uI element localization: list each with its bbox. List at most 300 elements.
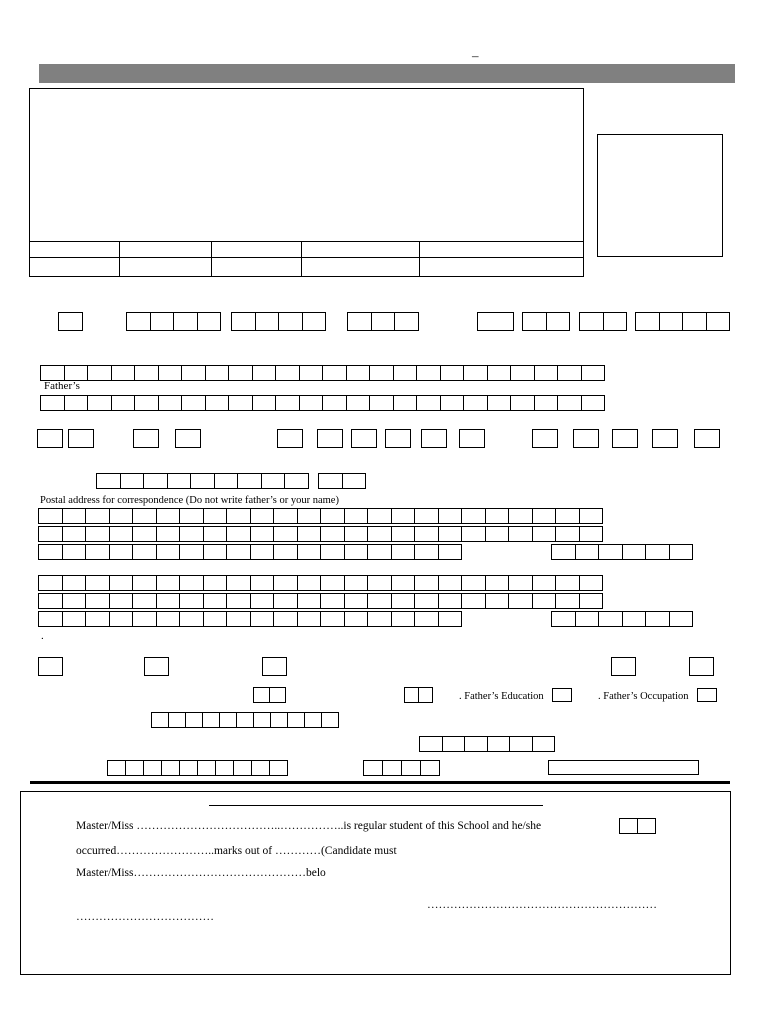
char-cell[interactable] — [344, 575, 369, 591]
char-cell[interactable] — [367, 611, 392, 627]
char-cell[interactable] — [156, 526, 181, 542]
char-cell[interactable] — [461, 508, 486, 524]
char-cell[interactable] — [579, 508, 604, 524]
check-box[interactable] — [144, 657, 169, 676]
char-cell[interactable] — [179, 760, 198, 776]
char-cell[interactable] — [555, 508, 580, 524]
fathers-name-field[interactable] — [40, 395, 604, 411]
char-cell[interactable] — [62, 575, 87, 591]
char-cell[interactable] — [299, 365, 324, 381]
char-cell[interactable] — [320, 526, 345, 542]
char-cell[interactable] — [197, 760, 216, 776]
char-cell[interactable] — [297, 611, 322, 627]
char-cell[interactable] — [233, 760, 252, 776]
char-cell[interactable] — [304, 712, 322, 728]
char-cell[interactable] — [273, 526, 298, 542]
char-cell[interactable] — [669, 544, 694, 560]
char-cell[interactable] — [391, 575, 416, 591]
char-cell[interactable] — [391, 544, 416, 560]
char-cell[interactable] — [367, 593, 392, 609]
char-cell[interactable] — [485, 508, 510, 524]
char-cell[interactable] — [134, 395, 159, 411]
char-cell[interactable] — [125, 760, 144, 776]
char-cell[interactable] — [228, 365, 253, 381]
char-cell[interactable] — [419, 736, 443, 752]
char-cell[interactable] — [250, 575, 275, 591]
char-cell[interactable] — [669, 611, 694, 627]
year-box[interactable] — [351, 429, 377, 448]
char-cell[interactable] — [401, 760, 421, 776]
char-cell[interactable] — [132, 526, 157, 542]
char-cell[interactable] — [273, 508, 298, 524]
char-cell[interactable] — [107, 760, 126, 776]
char-cell[interactable] — [109, 593, 134, 609]
char-cell[interactable] — [287, 712, 305, 728]
char-cell[interactable] — [269, 687, 286, 703]
char-cell[interactable] — [555, 575, 580, 591]
char-cell[interactable] — [318, 473, 343, 489]
char-cell[interactable] — [252, 395, 277, 411]
char-cell[interactable] — [414, 575, 439, 591]
fathers-occupation-box[interactable] — [697, 688, 717, 702]
char-cell[interactable] — [394, 312, 419, 331]
char-cell[interactable] — [132, 544, 157, 560]
char-cell[interactable] — [231, 312, 256, 331]
char-cell[interactable] — [58, 312, 83, 331]
char-cell[interactable] — [635, 312, 660, 331]
char-cell[interactable] — [62, 611, 87, 627]
char-cell[interactable] — [202, 712, 220, 728]
char-cell[interactable] — [555, 593, 580, 609]
char-cell[interactable] — [414, 544, 439, 560]
char-cell[interactable] — [261, 473, 286, 489]
char-cell[interactable] — [181, 395, 206, 411]
char-cell[interactable] — [251, 760, 270, 776]
char-cell[interactable] — [420, 760, 440, 776]
char-cell[interactable] — [622, 611, 647, 627]
char-cell[interactable] — [320, 593, 345, 609]
char-cell[interactable] — [64, 395, 89, 411]
address2-line-1[interactable] — [38, 575, 602, 591]
char-cell[interactable] — [414, 526, 439, 542]
char-cell[interactable] — [346, 365, 371, 381]
char-cell[interactable] — [532, 526, 557, 542]
char-cell[interactable] — [581, 395, 606, 411]
option-box[interactable] — [573, 429, 599, 448]
char-cell[interactable] — [391, 508, 416, 524]
char-cell[interactable] — [414, 611, 439, 627]
char-cell[interactable] — [284, 473, 309, 489]
char-cell[interactable] — [219, 712, 237, 728]
char-cell[interactable] — [534, 395, 559, 411]
char-cell[interactable] — [255, 312, 280, 331]
char-cell[interactable] — [487, 365, 512, 381]
char-cell[interactable] — [215, 760, 234, 776]
char-cell[interactable] — [659, 312, 684, 331]
char-cell[interactable] — [369, 365, 394, 381]
char-cell[interactable] — [369, 395, 394, 411]
char-cell[interactable] — [706, 312, 731, 331]
code-field-2[interactable] — [126, 312, 220, 331]
char-cell[interactable] — [203, 544, 228, 560]
char-cell[interactable] — [322, 395, 347, 411]
address-line-3[interactable] — [38, 544, 461, 560]
char-cell[interactable] — [179, 575, 204, 591]
account-number-field[interactable] — [107, 760, 287, 776]
char-cell[interactable] — [418, 687, 433, 703]
char-cell[interactable] — [485, 526, 510, 542]
char-cell[interactable] — [440, 395, 465, 411]
char-cell[interactable] — [391, 611, 416, 627]
char-cell[interactable] — [391, 526, 416, 542]
candidate-name-field[interactable] — [40, 365, 604, 381]
char-cell[interactable] — [344, 526, 369, 542]
char-cell[interactable] — [367, 575, 392, 591]
check-box[interactable] — [689, 657, 714, 676]
char-cell[interactable] — [344, 508, 369, 524]
char-cell[interactable] — [522, 312, 547, 331]
char-cell[interactable] — [546, 312, 571, 331]
char-cell[interactable] — [342, 473, 367, 489]
char-cell[interactable] — [87, 395, 112, 411]
char-cell[interactable] — [461, 593, 486, 609]
char-cell[interactable] — [132, 611, 157, 627]
pair-field-1[interactable] — [253, 687, 285, 703]
char-cell[interactable] — [126, 312, 151, 331]
char-cell[interactable] — [85, 508, 110, 524]
char-cell[interactable] — [299, 395, 324, 411]
char-cell[interactable] — [270, 712, 288, 728]
char-cell[interactable] — [168, 712, 186, 728]
char-cell[interactable] — [156, 508, 181, 524]
option-box[interactable] — [694, 429, 720, 448]
char-cell[interactable] — [509, 736, 533, 752]
char-cell[interactable] — [297, 575, 322, 591]
char-cell[interactable] — [463, 365, 488, 381]
char-cell[interactable] — [275, 365, 300, 381]
char-cell[interactable] — [532, 736, 556, 752]
char-cell[interactable] — [438, 508, 463, 524]
code-field-3[interactable] — [231, 312, 325, 331]
char-cell[interactable] — [645, 611, 670, 627]
address-line-2[interactable] — [38, 526, 602, 542]
char-cell[interactable] — [579, 312, 604, 331]
char-cell[interactable] — [416, 395, 441, 411]
char-cell[interactable] — [203, 575, 228, 591]
char-cell[interactable] — [167, 473, 192, 489]
char-cell[interactable] — [132, 508, 157, 524]
char-cell[interactable] — [297, 593, 322, 609]
date-box[interactable] — [68, 429, 94, 448]
char-cell[interactable] — [226, 611, 251, 627]
code-field-1[interactable] — [58, 312, 82, 331]
char-cell[interactable] — [579, 593, 604, 609]
char-cell[interactable] — [557, 395, 582, 411]
char-cell[interactable] — [367, 526, 392, 542]
code-field-4[interactable] — [347, 312, 418, 331]
char-cell[interactable] — [508, 508, 533, 524]
char-cell[interactable] — [367, 508, 392, 524]
char-cell[interactable] — [273, 611, 298, 627]
option-box[interactable] — [532, 429, 558, 448]
char-cell[interactable] — [555, 526, 580, 542]
option-box[interactable] — [612, 429, 638, 448]
char-cell[interactable] — [508, 575, 533, 591]
char-cell[interactable] — [252, 365, 277, 381]
char-cell[interactable] — [461, 575, 486, 591]
char-cell[interactable] — [109, 575, 134, 591]
char-cell[interactable] — [438, 611, 463, 627]
char-cell[interactable] — [440, 365, 465, 381]
check-box[interactable] — [262, 657, 287, 676]
char-cell[interactable] — [173, 312, 198, 331]
char-cell[interactable] — [297, 526, 322, 542]
address2-line-2[interactable] — [38, 593, 602, 609]
char-cell[interactable] — [320, 508, 345, 524]
char-cell[interactable] — [414, 593, 439, 609]
char-cell[interactable] — [598, 611, 623, 627]
char-cell[interactable] — [278, 312, 303, 331]
char-cell[interactable] — [508, 526, 533, 542]
char-cell[interactable] — [62, 593, 87, 609]
fathers-education-box[interactable] — [552, 688, 572, 702]
char-cell[interactable] — [156, 575, 181, 591]
year-box[interactable] — [317, 429, 343, 448]
char-cell[interactable] — [62, 508, 87, 524]
char-cell[interactable] — [96, 473, 121, 489]
char-cell[interactable] — [619, 818, 638, 834]
char-cell[interactable] — [393, 395, 418, 411]
char-cell[interactable] — [109, 544, 134, 560]
char-cell[interactable] — [64, 365, 89, 381]
char-cell[interactable] — [363, 760, 383, 776]
char-cell[interactable] — [85, 526, 110, 542]
check-box[interactable] — [38, 657, 63, 676]
char-cell[interactable] — [226, 508, 251, 524]
short-code-field[interactable] — [363, 760, 439, 776]
char-cell[interactable] — [637, 818, 656, 834]
char-cell[interactable] — [132, 575, 157, 591]
char-cell[interactable] — [143, 760, 162, 776]
char-cell[interactable] — [297, 508, 322, 524]
char-cell[interactable] — [461, 526, 486, 542]
char-cell[interactable] — [297, 544, 322, 560]
char-cell[interactable] — [367, 544, 392, 560]
char-cell[interactable] — [38, 544, 63, 560]
char-cell[interactable] — [179, 611, 204, 627]
char-cell[interactable] — [226, 593, 251, 609]
char-cell[interactable] — [250, 526, 275, 542]
char-cell[interactable] — [532, 575, 557, 591]
char-cell[interactable] — [190, 473, 215, 489]
char-cell[interactable] — [320, 611, 345, 627]
char-cell[interactable] — [253, 687, 270, 703]
char-cell[interactable] — [85, 575, 110, 591]
char-cell[interactable] — [120, 473, 145, 489]
char-cell[interactable] — [598, 544, 623, 560]
char-cell[interactable] — [203, 508, 228, 524]
char-cell[interactable] — [237, 473, 262, 489]
check-box[interactable] — [611, 657, 636, 676]
code-number-field[interactable] — [419, 736, 554, 752]
char-cell[interactable] — [156, 544, 181, 560]
char-cell[interactable] — [38, 611, 63, 627]
char-cell[interactable] — [487, 736, 511, 752]
pin-code-field-1[interactable] — [551, 544, 692, 560]
month-box[interactable] — [133, 429, 159, 448]
char-cell[interactable] — [226, 575, 251, 591]
code-field-5[interactable] — [477, 312, 514, 331]
char-cell[interactable] — [347, 312, 372, 331]
date-box[interactable] — [37, 429, 63, 448]
char-cell[interactable] — [438, 575, 463, 591]
char-cell[interactable] — [579, 575, 604, 591]
char-cell[interactable] — [87, 365, 112, 381]
char-cell[interactable] — [203, 526, 228, 542]
char-cell[interactable] — [111, 365, 136, 381]
char-cell[interactable] — [508, 593, 533, 609]
char-cell[interactable] — [273, 593, 298, 609]
char-cell[interactable] — [185, 712, 203, 728]
pair-field-2[interactable] — [404, 687, 432, 703]
char-cell[interactable] — [575, 611, 600, 627]
char-cell[interactable] — [109, 611, 134, 627]
certificate-pair-box[interactable] — [619, 818, 655, 834]
char-cell[interactable] — [161, 760, 180, 776]
char-cell[interactable] — [534, 365, 559, 381]
char-cell[interactable] — [321, 712, 339, 728]
char-cell[interactable] — [250, 544, 275, 560]
long-entry-box[interactable] — [548, 760, 699, 775]
char-cell[interactable] — [85, 593, 110, 609]
char-cell[interactable] — [179, 526, 204, 542]
char-cell[interactable] — [551, 544, 576, 560]
char-cell[interactable] — [510, 395, 535, 411]
char-cell[interactable] — [302, 312, 327, 331]
pin-code-field-2[interactable] — [551, 611, 692, 627]
char-cell[interactable] — [85, 544, 110, 560]
year-box[interactable] — [277, 429, 303, 448]
char-cell[interactable] — [226, 526, 251, 542]
char-cell[interactable] — [487, 395, 512, 411]
char-cell[interactable] — [322, 365, 347, 381]
char-cell[interactable] — [85, 611, 110, 627]
char-cell[interactable] — [442, 736, 466, 752]
char-cell[interactable] — [158, 395, 183, 411]
char-cell[interactable] — [228, 395, 253, 411]
char-cell[interactable] — [320, 544, 345, 560]
char-cell[interactable] — [485, 593, 510, 609]
char-cell[interactable] — [438, 593, 463, 609]
char-cell[interactable] — [203, 611, 228, 627]
char-cell[interactable] — [179, 544, 204, 560]
char-cell[interactable] — [109, 526, 134, 542]
char-cell[interactable] — [134, 365, 159, 381]
char-cell[interactable] — [682, 312, 707, 331]
char-cell[interactable] — [463, 395, 488, 411]
char-cell[interactable] — [416, 365, 441, 381]
char-cell[interactable] — [622, 544, 647, 560]
char-cell[interactable] — [581, 365, 606, 381]
address-line-1[interactable] — [38, 508, 602, 524]
char-cell[interactable] — [236, 712, 254, 728]
char-cell[interactable] — [151, 712, 169, 728]
char-cell[interactable] — [62, 544, 87, 560]
char-cell[interactable] — [269, 760, 288, 776]
char-cell[interactable] — [156, 611, 181, 627]
char-cell[interactable] — [197, 312, 222, 331]
char-cell[interactable] — [205, 395, 230, 411]
char-cell[interactable] — [551, 611, 576, 627]
code-field-7[interactable] — [579, 312, 626, 331]
char-cell[interactable] — [205, 365, 230, 381]
char-cell[interactable] — [109, 508, 134, 524]
char-cell[interactable] — [575, 544, 600, 560]
char-cell[interactable] — [40, 395, 65, 411]
char-cell[interactable] — [371, 312, 396, 331]
char-cell[interactable] — [250, 611, 275, 627]
month-box[interactable] — [175, 429, 201, 448]
year-box[interactable] — [385, 429, 411, 448]
char-cell[interactable] — [438, 544, 463, 560]
char-cell[interactable] — [603, 312, 628, 331]
char-cell[interactable] — [275, 395, 300, 411]
char-cell[interactable] — [253, 712, 271, 728]
char-cell[interactable] — [273, 575, 298, 591]
char-cell[interactable] — [404, 687, 419, 703]
char-cell[interactable] — [391, 593, 416, 609]
option-box[interactable] — [459, 429, 485, 448]
char-cell[interactable] — [111, 395, 136, 411]
char-cell[interactable] — [320, 575, 345, 591]
char-cell[interactable] — [40, 365, 65, 381]
char-cell[interactable] — [250, 593, 275, 609]
char-cell[interactable] — [38, 575, 63, 591]
char-cell[interactable] — [156, 593, 181, 609]
code-field-6[interactable] — [522, 312, 569, 331]
option-box[interactable] — [421, 429, 447, 448]
char-cell[interactable] — [510, 365, 535, 381]
char-cell[interactable] — [532, 508, 557, 524]
char-cell[interactable] — [250, 508, 275, 524]
char-cell[interactable] — [158, 365, 183, 381]
char-cell[interactable] — [38, 508, 63, 524]
char-cell[interactable] — [464, 736, 488, 752]
option-box[interactable] — [652, 429, 678, 448]
char-cell[interactable] — [179, 508, 204, 524]
char-cell[interactable] — [344, 544, 369, 560]
char-cell[interactable] — [579, 526, 604, 542]
char-cell[interactable] — [382, 760, 402, 776]
char-cell[interactable] — [344, 593, 369, 609]
char-cell[interactable] — [62, 526, 87, 542]
char-cell[interactable] — [181, 365, 206, 381]
char-cell[interactable] — [214, 473, 239, 489]
number-field-a[interactable] — [96, 473, 308, 489]
char-cell[interactable] — [532, 593, 557, 609]
char-cell[interactable] — [273, 544, 298, 560]
char-cell[interactable] — [150, 312, 175, 331]
id-number-field[interactable] — [151, 712, 338, 728]
char-cell[interactable] — [38, 526, 63, 542]
char-cell[interactable] — [344, 611, 369, 627]
char-cell[interactable] — [557, 365, 582, 381]
number-field-b[interactable] — [318, 473, 365, 489]
address2-line-3[interactable] — [38, 611, 461, 627]
char-cell[interactable] — [132, 593, 157, 609]
char-cell[interactable] — [38, 593, 63, 609]
char-cell[interactable] — [143, 473, 168, 489]
